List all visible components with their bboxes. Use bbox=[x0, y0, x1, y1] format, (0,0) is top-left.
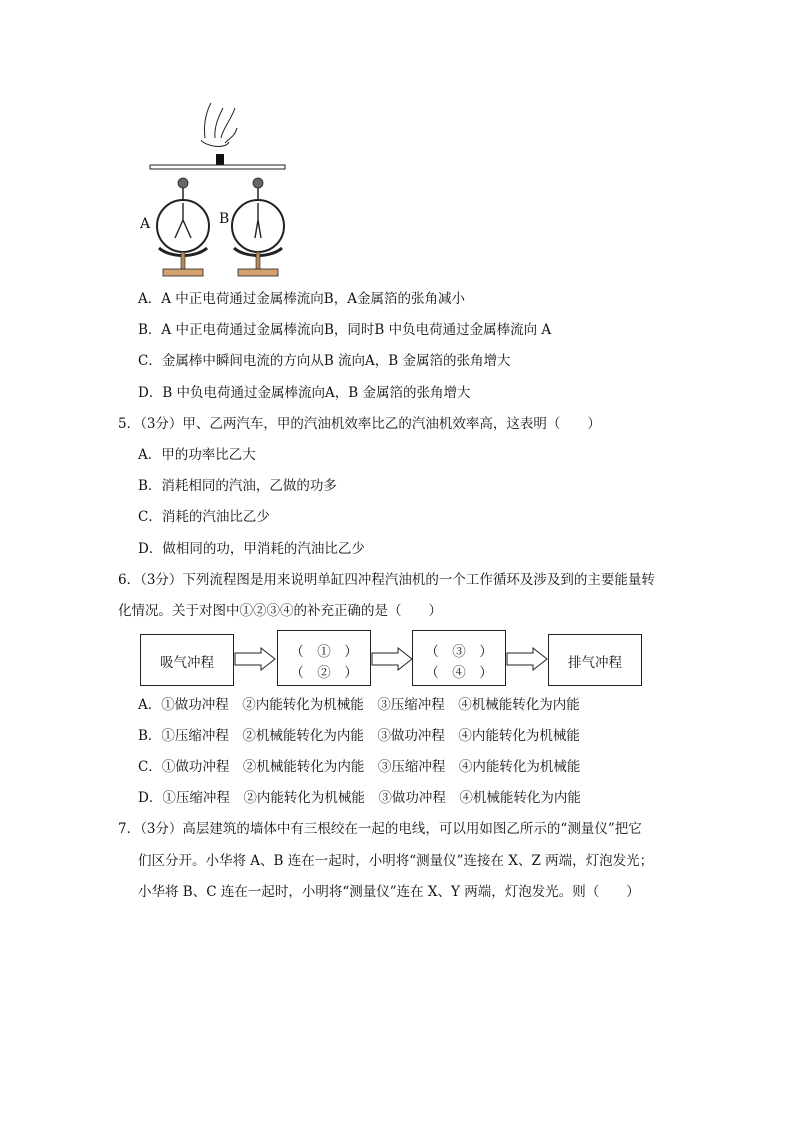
flow-box-intake-label: 吸气冲程 bbox=[160, 655, 214, 671]
q7-line2: 们区分开。小华将 A、B 连在一起时，小明将“测量仪”连接在 X、Z 两端，灯泡发光； bbox=[138, 853, 654, 869]
flow-box-stroke-1-top: （ ① ） bbox=[290, 644, 358, 660]
q4-option-c: C．金属棒中瞬间电流的方向从B 流向A，B 金属箔的张角增大 bbox=[138, 353, 511, 369]
flow-box-stroke-1-bottom: （ ② ） bbox=[290, 665, 358, 681]
q5-stem: 5．（3分）甲、乙两汽车，甲的汽油机效率比乙的汽油机效率高，这表明（ ） bbox=[118, 416, 601, 432]
q6-option-b: B．①压缩冲程 ②机械能转化为内能 ③做功冲程 ④内能转化为机械能 bbox=[138, 728, 580, 744]
q4-option-b: B．A 中正电荷通过金属棒流向B，同时B 中负电荷通过金属棒流向 A bbox=[138, 322, 552, 338]
q6-option-c: C．①做功冲程 ②机械能转化为内能 ③压缩冲程 ④内能转化为机械能 bbox=[138, 759, 581, 775]
q4-option-d: D．B 中负电荷通过金属棒流向A，B 金属箔的张角增大 bbox=[138, 385, 471, 401]
flow-box-exhaust bbox=[548, 634, 642, 686]
label-a: A bbox=[140, 216, 151, 232]
q6-stem-line2: 化情况。关于对图中①②③④的补充正确的是（ ） bbox=[118, 603, 442, 619]
q5-option-d: D．做相同的功，甲消耗的汽油比乙少 bbox=[138, 541, 365, 557]
q5-option-b: B．消耗相同的汽油，乙做的功多 bbox=[138, 478, 337, 494]
flow-box-stroke-1 bbox=[277, 630, 371, 686]
flow-box-exhaust-label: 排气冲程 bbox=[568, 655, 622, 671]
q5-option-a: A．甲的功率比乙大 bbox=[138, 447, 256, 463]
q6-option-a: A．①做功冲程 ②内能转化为机械能 ③压缩冲程 ④机械能转化为内能 bbox=[138, 697, 580, 713]
flow-box-stroke-2 bbox=[412, 630, 506, 686]
flow-box-stroke-2-bottom: （ ④ ） bbox=[425, 665, 493, 681]
q7-line3: 小华将 B、C 连在一起时，小明将“测量仪”连在 X、Y 两端，灯泡发光。则（ ） bbox=[138, 884, 640, 900]
flow-arrow-3 bbox=[506, 647, 548, 671]
flow-box-stroke-2-top: （ ③ ） bbox=[425, 644, 493, 660]
q4-option-a: A．A 中正电荷通过金属棒流向B，A金属箔的张角减小 bbox=[138, 291, 465, 307]
label-b: B bbox=[219, 211, 230, 227]
flow-arrow-2 bbox=[371, 647, 413, 671]
q6-stem-line1: 6．（3分）下列流程图是用来说明单缸四冲程汽油机的一个工作循环及涉及到的主要能量转 bbox=[118, 572, 655, 588]
q6-option-d: D．①压缩冲程 ②内能转化为机械能 ③做功冲程 ④机械能转化为内能 bbox=[138, 790, 581, 806]
flow-arrow-1 bbox=[234, 647, 276, 671]
electroscope-diagram bbox=[135, 98, 295, 283]
flow-box-intake bbox=[140, 634, 234, 686]
q5-option-c: C．消耗的汽油比乙少 bbox=[138, 509, 270, 525]
q7-line1: 7．（3分）高层建筑的墙体中有三根绞在一起的电线，可以用如图乙所示的“测量仪”把它 bbox=[118, 821, 642, 837]
electroscope-figure bbox=[135, 98, 295, 283]
